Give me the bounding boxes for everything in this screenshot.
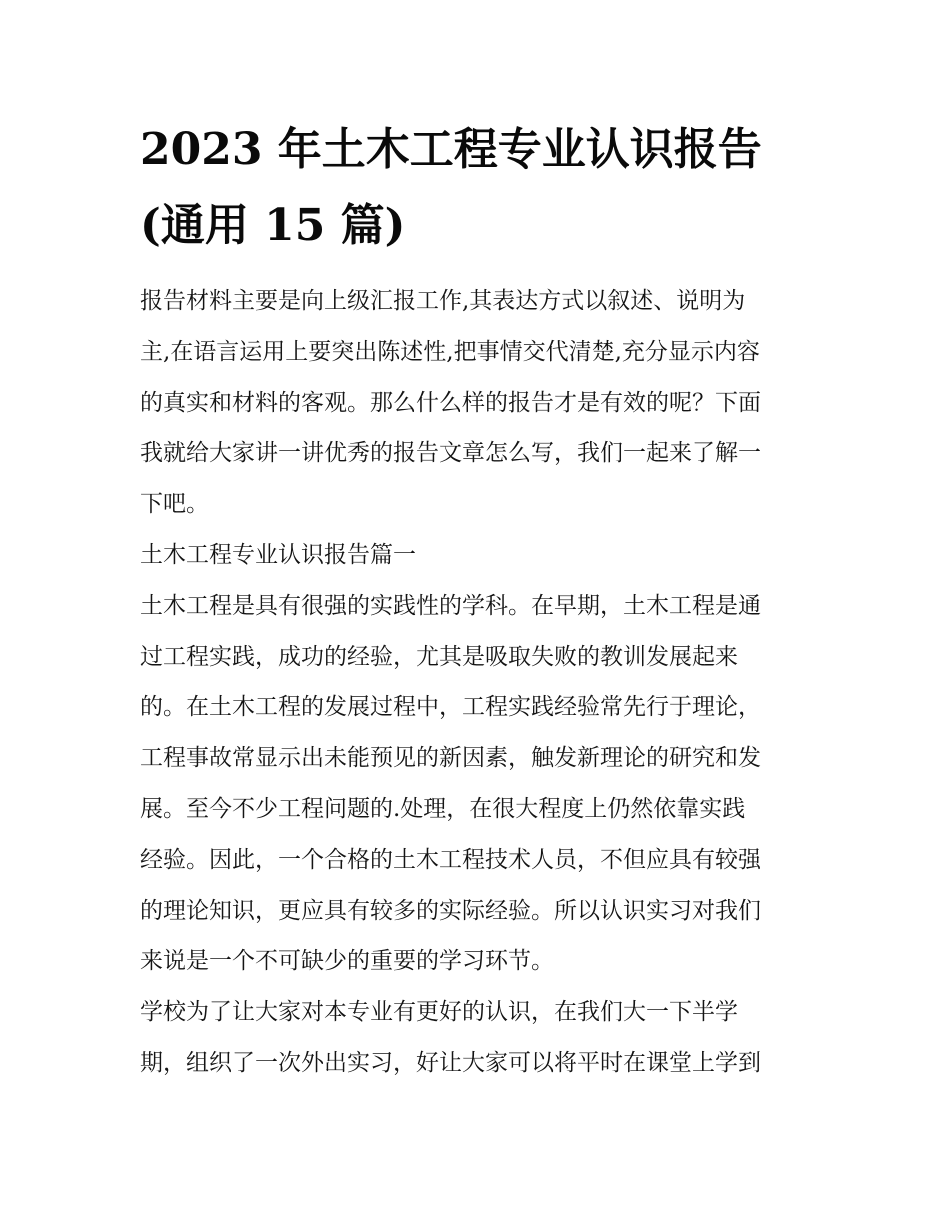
title-line-1: 2023 年土木工程专业认识报告 — [140, 124, 762, 175]
intro-line-2: 主,在语言运用上要突出陈述性,把事情交代清楚,充分显示内容 — [140, 338, 760, 365]
paragraph-2-line-1: 学校为了让大家对本专业有更好的认识，在我们大一下半学 — [140, 999, 738, 1026]
paragraph-1-line-3: 的。在土木工程的发展过程中，工程实践经验常先行于理论， — [140, 694, 761, 721]
paragraph-1-line-8: 来说是一个不可缺少的重要的学习环节。 — [140, 948, 554, 975]
intro-line-1: 报告材料主要是向上级汇报工作,其表达方式以叙述、说明为 — [140, 288, 746, 314]
intro-line-3: 的真实和材料的客观。那么什么样的报告才是有效的呢？下面 — [140, 389, 761, 416]
paragraph-1-line-5: 展。至今不少工程问题的.处理，在很大程度上仍然依靠实践 — [140, 795, 746, 822]
document-title — [140, 112, 820, 264]
section-heading: 土木工程专业认识报告篇一 — [140, 541, 416, 568]
document-body — [140, 278, 830, 1091]
paragraph-1-line-7: 的理论知识，更应具有较多的实际经验。所以认识实习对我们 — [140, 897, 761, 924]
paragraph-1-line-4: 工程事故常显示出未能预见的新因素，触发新理论的研究和发 — [140, 745, 761, 772]
paragraph-2-line-2: 期，组织了一次外出实习，好让大家可以将平时在课堂上学到 — [140, 1049, 761, 1076]
intro-line-5: 下吧。 — [140, 491, 209, 518]
intro-line-4: 我就给大家讲一讲优秀的报告文章怎么写，我们一起来了解一 — [140, 440, 761, 467]
paragraph-1-line-2: 过工程实践，成功的经验，尤其是吸取失败的教训发展起来 — [140, 643, 738, 670]
paragraph-1-line-1: 土木工程是具有很强的实践性的学科。在早期，土木工程是通 — [140, 592, 761, 619]
title-line-2: (通用 15 篇) — [140, 200, 406, 251]
paragraph-1-line-6: 经验。因此，一个合格的土木工程技术人员，不但应具有较强 — [140, 846, 761, 873]
